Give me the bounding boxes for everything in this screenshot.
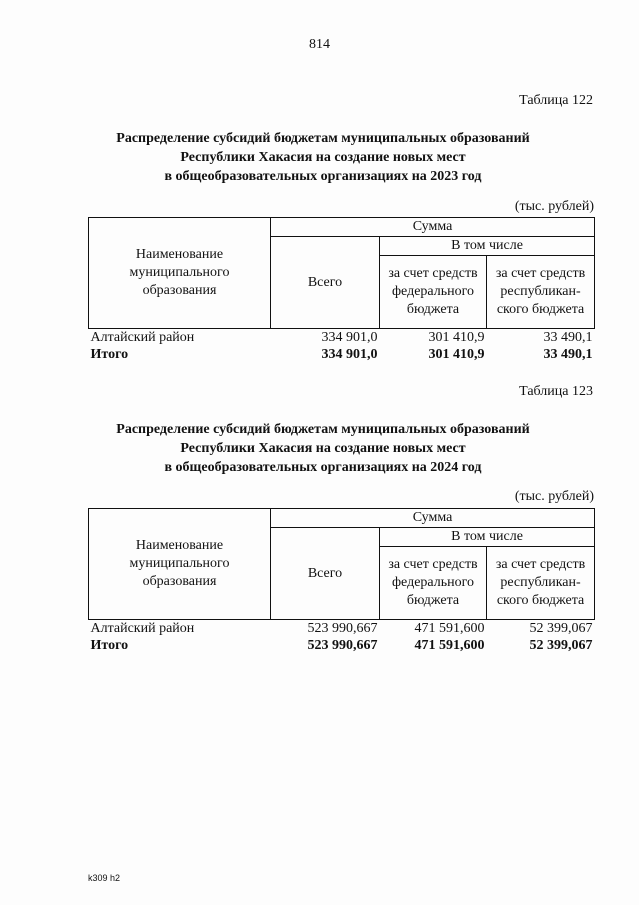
row-name: Алтайский район <box>90 621 195 636</box>
row-republic: 52 399,067 <box>529 621 593 636</box>
title-line: Распределение субсидий бюджетам муниципальных образований <box>116 131 530 146</box>
header-federal: за счет средств федерального бюджета <box>380 547 487 620</box>
title-line: в общеобразовательных организациях на 2024 год <box>164 460 482 475</box>
header-name: Наименование муниципального образования <box>89 218 271 329</box>
header-republic: за счет средств республикан-ского бюджета <box>487 256 595 329</box>
row-republic: 33 490,1 <box>543 347 593 362</box>
table-title <box>60 129 586 186</box>
row-federal: 471 591,600 <box>414 621 485 636</box>
header-total: Всего <box>271 237 380 329</box>
row-total: 334 901,0 <box>321 347 378 362</box>
table-row <box>89 620 595 638</box>
row-total: 334 901,0 <box>321 330 378 345</box>
row-name: Итого <box>90 638 129 653</box>
row-federal: 471 591,600 <box>414 638 485 653</box>
title-line: Распределение субсидий бюджетам муниципальных образований <box>116 422 530 437</box>
subsidy-table-2023 <box>88 217 595 363</box>
header-sum: Сумма <box>271 509 595 528</box>
units-label: (тыс. рублей) <box>514 489 594 504</box>
table-row-total <box>89 637 595 654</box>
row-total: 523 990,667 <box>307 621 378 636</box>
row-total: 523 990,667 <box>307 638 378 653</box>
header-including: В том числе <box>380 237 595 256</box>
row-name: Алтайский район <box>90 330 195 345</box>
table-title <box>60 420 586 477</box>
units-label: (тыс. рублей) <box>514 199 594 214</box>
table-row-total <box>89 346 595 363</box>
subsidy-table-2024 <box>88 508 595 654</box>
row-republic: 33 490,1 <box>543 330 593 345</box>
header-sum: Сумма <box>271 218 595 237</box>
title-line: Республики Хакасия на создание новых мест <box>180 441 466 456</box>
header-name: Наименование муниципального образования <box>89 509 271 620</box>
header-total: Всего <box>271 528 380 620</box>
header-including: В том числе <box>380 528 595 547</box>
row-name: Итого <box>90 347 129 362</box>
header-republic: за счет средств республикан-ского бюджета <box>487 547 595 620</box>
title-line: Республики Хакасия на создание новых мест <box>180 150 466 165</box>
table-row <box>89 329 595 347</box>
header-federal: за счет средств федерального бюджета <box>380 256 487 329</box>
title-line: в общеобразовательных организациях на 2023 год <box>164 169 482 184</box>
page-number: 814 <box>309 37 330 52</box>
footer-code: k309 h2 <box>88 873 121 883</box>
row-federal: 301 410,9 <box>428 330 485 345</box>
table-label: Таблица 122 <box>519 93 593 108</box>
row-republic: 52 399,067 <box>529 638 593 653</box>
row-federal: 301 410,9 <box>428 347 485 362</box>
table-label: Таблица 123 <box>519 384 593 399</box>
